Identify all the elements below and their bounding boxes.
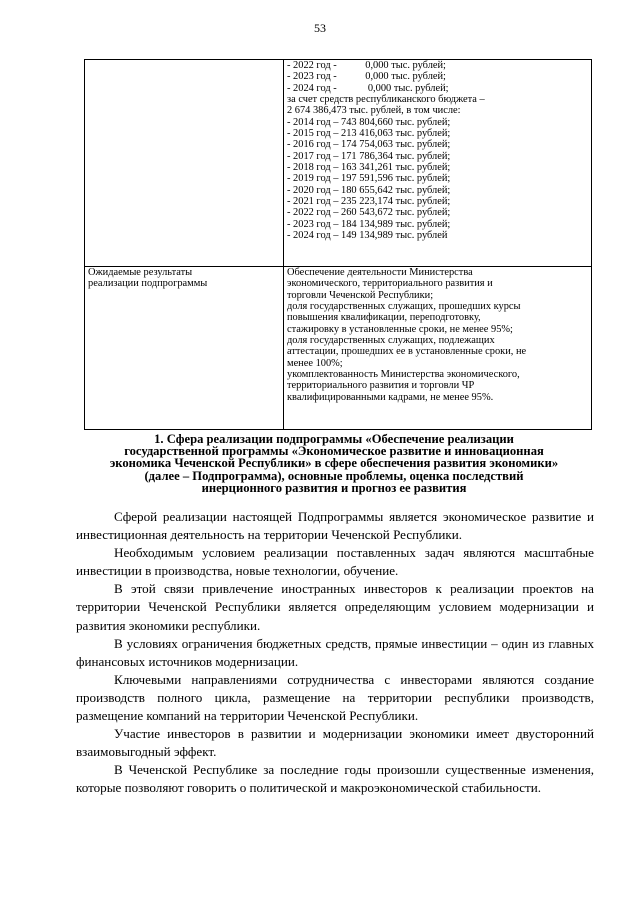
result-line: повышения квалификации, переподготовку, xyxy=(287,312,481,324)
funding-line: - 2022 год - 0,000 тыс. рублей; xyxy=(287,60,446,71)
paragraph: В условиях ограничения бюджетных средств, прямые инвестиции – один из главных финансовых источников модернизации. xyxy=(76,635,594,669)
funding-line: 2 674 386,473 тыс. рублей, в том числе: xyxy=(287,105,461,117)
funding-cell xyxy=(284,60,592,267)
funding-line: - 2019 год – 197 591,596 тыс. рублей; xyxy=(287,173,451,185)
funding-line: - 2020 год – 180 655,642 тыс. рублей; xyxy=(287,184,451,196)
heading-line: экономика Чеченской Республики» в сфере обеспечения развития экономики» xyxy=(109,456,559,471)
paragraph: Ключевыми направлениями сотрудничества с инвесторами являются создание производств полного цикла, размещение на территории республики производств, размещение компаний на территории Чеченской Республики. xyxy=(76,671,594,724)
subprogram-passport-table xyxy=(84,59,592,430)
page-number: 53 xyxy=(314,21,326,35)
funding-line: - 2021 год – 235 223,174 тыс. рублей; xyxy=(287,196,451,208)
label-line: Ожидаемые результаты xyxy=(88,267,193,278)
paragraph: В этой связи привлечение иностранных инвесторов к реализации проектов на территории Чеченской Республики является определяющим условием модернизации и развития экономики республики. xyxy=(76,581,594,633)
result-line: экономического, территориального развития и xyxy=(287,278,493,290)
paragraph: Участие инвесторов в развитии и модернизации экономики имеет двусторонний взаимовыгодный эффект. xyxy=(76,726,594,760)
result-line: территориального развития и торговли ЧР xyxy=(287,380,475,392)
result-line: квалифицированными кадрами, не менее 95%. xyxy=(287,391,494,403)
result-line: торговли Чеченской Республики; xyxy=(287,289,434,301)
paragraph: Необходимым условием реализации поставленных задач являются масштабные инвестиции в производства, новые технологии, обучение. xyxy=(76,545,594,579)
label-line: реализации подпрограммы xyxy=(88,278,208,290)
result-line: менее 100%; xyxy=(287,357,343,369)
expected-results-cell xyxy=(284,267,592,430)
heading-line: государственной программы «Экономическое развитие и инновационная xyxy=(124,444,544,459)
funding-line: - 2023 год – 184 134,989 тыс. рублей; xyxy=(287,218,451,230)
section-heading xyxy=(70,433,598,494)
expected-results-label xyxy=(85,267,284,430)
funding-line: - 2016 год – 174 754,063 тыс. рублей; xyxy=(287,139,451,151)
funding-line: - 2022 год – 260 543,672 тыс. рублей; xyxy=(287,207,451,219)
table-row xyxy=(85,60,592,267)
paragraph: В Чеченской Республике за последние годы произошли существенные изменения, которые позволяют говорить о политической и макроэкономической стабильности. xyxy=(76,762,594,796)
result-line: доля государственных служащих, прошедших курсы xyxy=(287,301,521,313)
heading-line: инерционного развития и прогноз ее развития xyxy=(201,480,467,495)
paragraph: Сферой реализации настоящей Подпрограммы является экономическое развитие и инвестиционная деятельность на территории Чеченской Республики. xyxy=(76,509,594,543)
funding-line: - 2017 год – 171 786,364 тыс. рублей; xyxy=(287,150,451,162)
funding-line: за счет средств республиканского бюджета – xyxy=(287,94,485,106)
funding-line: - 2023 год - 0,000 тыс. рублей; xyxy=(287,71,446,83)
result-line: доля государственных служащих, подлежащих xyxy=(287,335,495,347)
table-row xyxy=(85,267,592,430)
funding-line: - 2015 год – 213 416,063 тыс. рублей; xyxy=(287,128,451,140)
result-line: стажировку в установленные сроки, не менее 95%; xyxy=(287,323,513,335)
result-line: укомплектованность Министерства экономического, xyxy=(287,369,520,381)
heading-line: 1. Сфера реализации подпрограммы «Обеспечение реализации xyxy=(154,432,514,446)
table-cell-label xyxy=(85,60,284,267)
heading-line: (далее – Подпрограмма), основные проблемы, оценка последствий xyxy=(144,468,524,483)
result-line: аттестации, прошедших ее в установленные сроки, не xyxy=(287,346,527,358)
result-line: Обеспечение деятельности Министерства xyxy=(287,267,473,278)
funding-line: - 2018 год – 163 341,261 тыс. рублей; xyxy=(287,162,451,174)
section-body xyxy=(76,508,594,798)
funding-line: - 2024 год - 0,000 тыс. рублей; xyxy=(287,82,449,94)
funding-line: - 2024 год – 149 134,989 тыс. рублей xyxy=(287,230,448,242)
funding-line: - 2014 год – 743 804,660 тыс. рублей; xyxy=(287,116,451,128)
